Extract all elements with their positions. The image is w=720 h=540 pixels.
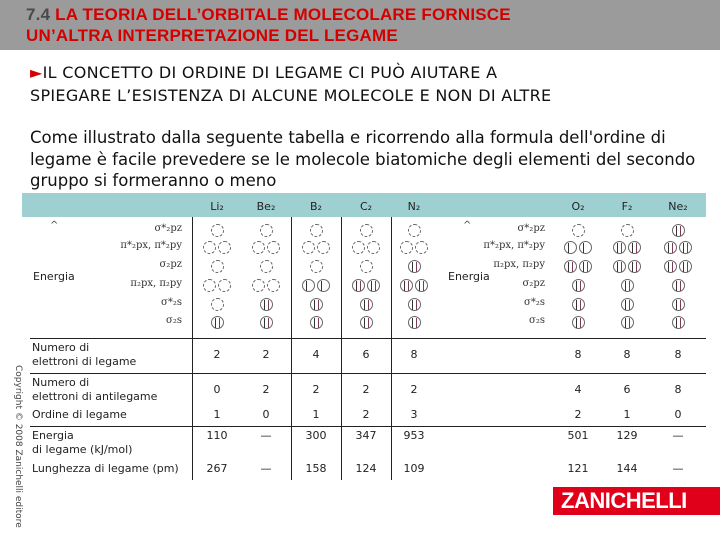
orbital-box [628,241,641,254]
cell-value: — [672,462,684,475]
orbital-box [400,279,413,292]
orbital-box [613,260,626,273]
energy-label: Energia [33,270,75,283]
spin-up-electron-icon [583,243,584,253]
spin-up-electron-icon [625,281,626,291]
subtitle-line-1 [30,63,497,82]
cell-value: 1 [213,408,221,421]
orbital-label: σ₂s [529,315,545,326]
column-divider [192,217,193,480]
spin-up-electron-icon [306,281,307,291]
orbital-box [572,298,585,311]
cell-value: 2 [362,408,370,421]
spin-up-electron-icon [371,281,372,291]
title-line-1 [26,5,511,25]
cell-value: 121 [567,462,589,475]
row-label: Numero di elettroni di antilegame [32,376,158,403]
section-number: 7.4 [26,5,51,24]
orbital-box [310,224,323,237]
row-label: Lunghezza di legame (pm) [32,462,179,475]
column-header: B₂ [310,200,322,213]
orbital-box [664,241,677,254]
spin-up-electron-icon [625,318,626,328]
orbital-box [267,279,280,292]
spin-down-electron-icon [629,318,630,328]
orbital-box [564,241,577,254]
orbital-box [415,279,428,292]
spin-down-electron-icon [416,318,417,328]
spin-down-electron-icon [268,318,269,328]
cell-value: 2 [262,383,270,396]
spin-up-electron-icon [583,262,584,272]
orbital-box [252,241,265,254]
orbital-box [310,298,323,311]
orbital-box [664,260,677,273]
spin-down-electron-icon [580,281,581,291]
orbital-label: π₂px, π₂py [493,259,545,270]
spin-down-electron-icon [368,318,369,328]
orbital-box [252,279,265,292]
spin-down-electron-icon [636,243,637,253]
spin-down-electron-icon [672,243,673,253]
cell-value: 953 [403,429,425,442]
row-divider [30,426,706,427]
spin-down-electron-icon [416,300,417,310]
orbital-box [621,316,634,329]
orbital-box [400,241,413,254]
spin-up-electron-icon [676,318,677,328]
spin-up-electron-icon [364,300,365,310]
spin-down-electron-icon [416,262,417,272]
orbital-box [260,224,273,237]
spin-up-electron-icon [412,318,413,328]
spin-up-electron-icon [568,262,569,272]
orbital-box [203,241,216,254]
subtitle-text-1: IL CONCETTO DI ORDINE DI LEGAME CI PUÒ AIUTARE A [42,63,498,82]
cell-value: 0 [262,408,270,421]
spin-down-electron-icon [318,300,319,310]
spin-down-electron-icon [368,300,369,310]
spin-down-electron-icon [408,281,409,291]
orbital-box [260,260,273,273]
spin-down-electron-icon [680,300,681,310]
spin-down-electron-icon [636,262,637,272]
spin-up-electron-icon [576,281,577,291]
orbital-box [302,279,315,292]
cell-value: 6 [623,383,631,396]
spin-up-electron-icon [321,281,322,291]
cell-value: 0 [213,383,221,396]
row-divider [30,373,706,374]
cell-value: 109 [403,462,425,475]
spin-down-electron-icon [580,318,581,328]
zanichelli-logo: ZANICHELLI [553,487,720,515]
orbital-box [203,279,216,292]
orbital-box [211,316,224,329]
column-header: F₂ [621,200,633,213]
orbital-label: σ*₂pz [517,223,545,234]
spin-up-electron-icon [364,318,365,328]
column-divider [341,217,342,480]
spin-down-electron-icon [672,262,673,272]
spin-down-electron-icon [318,318,319,328]
row-label: Energia di legame (kJ/mol) [32,429,133,456]
orbital-box [317,279,330,292]
spin-down-electron-icon [219,318,220,328]
orbital-box [415,241,428,254]
orbital-box [267,241,280,254]
orbital-box [572,224,585,237]
orbital-box [408,260,421,273]
spin-up-electron-icon [676,226,677,236]
orbital-label: σ₂pz [159,259,182,270]
orbital-box [408,298,421,311]
cell-value: 8 [623,348,631,361]
orbital-box [679,241,692,254]
energy-label: Energia [448,270,490,283]
body-text: Come illustrato dalla seguente tabella e ricorrendo alla formula dell'ordine di legame è facile prevedere se le molecole biatomiche degli elementi del secondo gruppo si formeranno o meno [30,128,696,190]
spin-down-electron-icon [572,262,573,272]
orbital-box [672,316,685,329]
cell-value: 3 [410,408,418,421]
cell-value: 2 [574,408,582,421]
column-header: Ne₂ [668,200,688,213]
cell-value: 6 [362,348,370,361]
spin-down-electron-icon [629,281,630,291]
spin-up-electron-icon [412,262,413,272]
spin-up-electron-icon [568,243,569,253]
row-divider [30,338,706,339]
spin-down-electron-icon [629,300,630,310]
column-divider [391,217,392,480]
cell-value: 8 [410,348,418,361]
orbital-box [628,260,641,273]
orbital-box [367,279,380,292]
cell-value: 0 [674,408,682,421]
orbital-label: σ*₂s [161,297,182,308]
spin-up-electron-icon [264,318,265,328]
spin-up-electron-icon [314,300,315,310]
spin-up-electron-icon [617,262,618,272]
title-line-2: UN’ALTRA INTERPRETAZIONE DEL LEGAME [26,26,398,45]
cell-value: 4 [312,348,320,361]
cell-value: 158 [305,462,327,475]
spin-down-electron-icon [580,300,581,310]
orbital-label: σ₂pz [522,278,545,289]
cell-value: 2 [362,383,370,396]
orbital-box [310,316,323,329]
cell-value: 2 [213,348,221,361]
cell-value: 2 [410,383,418,396]
spin-up-electron-icon [676,300,677,310]
orbital-box [672,279,685,292]
cell-value: 300 [305,429,327,442]
spin-up-electron-icon [356,281,357,291]
orbital-box [408,224,421,237]
cell-value: 4 [574,383,582,396]
spin-up-electron-icon [625,300,626,310]
orbital-box [367,241,380,254]
spin-up-electron-icon [632,243,633,253]
orbital-box [360,298,373,311]
spin-down-electron-icon [680,318,681,328]
orbital-box [408,316,421,329]
cell-value: 347 [355,429,377,442]
spin-up-electron-icon [215,318,216,328]
spin-down-electron-icon [360,281,361,291]
cell-value: 8 [674,383,682,396]
spin-up-electron-icon [683,243,684,253]
orbital-label: σ₂s [166,315,182,326]
cell-value: — [260,462,272,475]
column-divider [291,217,292,480]
spin-down-electron-icon [687,262,688,272]
orbital-box [218,241,231,254]
energy-arrow-icon: ^ [50,220,59,231]
orbital-box [302,241,315,254]
cell-value: 144 [616,462,638,475]
spin-up-electron-icon [668,243,669,253]
spin-down-electron-icon [268,300,269,310]
orbital-box [211,260,224,273]
orbital-box [572,279,585,292]
column-header: C₂ [359,200,373,213]
orbital-label: π₂px, π₂py [130,278,182,289]
spin-up-electron-icon [617,243,618,253]
spin-up-electron-icon [576,318,577,328]
title-text-1: LA TEORIA DELL’ORBITALE MOLECOLARE FORNISCE [55,5,511,24]
orbital-label: σ*₂pz [154,223,182,234]
spin-up-electron-icon [412,300,413,310]
spin-down-electron-icon [680,226,681,236]
orbital-box [564,260,577,273]
orbital-box [572,316,585,329]
orbital-box [260,298,273,311]
cell-value: — [672,429,684,442]
spin-down-electron-icon [375,281,376,291]
orbital-box [218,279,231,292]
orbital-box [211,298,224,311]
cell-value: 2 [312,383,320,396]
orbital-box [211,224,224,237]
copyright-text: Copyright © 2008 Zanichelli editore [13,365,23,528]
orbital-box [613,241,626,254]
spin-down-electron-icon [621,243,622,253]
spin-up-electron-icon [419,281,420,291]
cell-value: 110 [206,429,228,442]
orbital-box [360,260,373,273]
cell-value: 2 [262,348,270,361]
orbital-box [579,241,592,254]
orbital-box [260,316,273,329]
cell-value: 501 [567,429,589,442]
spin-up-electron-icon [404,281,405,291]
orbital-box [621,224,634,237]
cell-value: 1 [623,408,631,421]
cell-value: 267 [206,462,228,475]
spin-up-electron-icon [264,300,265,310]
orbital-box [352,279,365,292]
title-bar [0,0,720,50]
orbital-box [352,241,365,254]
spin-down-electron-icon [423,281,424,291]
spin-down-electron-icon [680,281,681,291]
column-header: N₂ [407,200,421,213]
cell-value: 8 [574,348,582,361]
orbital-box [672,298,685,311]
bullet-icon: ► [30,63,43,82]
spin-up-electron-icon [576,300,577,310]
orbital-box [679,260,692,273]
orbital-box [672,224,685,237]
subtitle-line-2: SPIEGARE L’ESISTENZA DI ALCUNE MOLECOLE E NON DI ALTRE [30,86,552,105]
column-header: Be₂ [256,200,276,213]
orbital-box [621,279,634,292]
orbital-label: σ*₂s [524,297,545,308]
spin-up-electron-icon [668,262,669,272]
orbital-box [579,260,592,273]
spin-up-electron-icon [683,262,684,272]
orbital-label: π*₂px, π*₂py [483,240,545,251]
cell-value: — [260,429,272,442]
orbital-box [317,241,330,254]
spin-down-electron-icon [687,243,688,253]
cell-value: 124 [355,462,377,475]
spin-down-electron-icon [587,262,588,272]
orbital-box [360,224,373,237]
cell-value: 129 [616,429,638,442]
spin-down-electron-icon [621,262,622,272]
spin-up-electron-icon [676,281,677,291]
column-header: O₂ [571,200,585,213]
orbital-label: π*₂px, π*₂py [120,240,182,251]
orbital-box [310,260,323,273]
spin-up-electron-icon [314,318,315,328]
orbital-box [360,316,373,329]
cell-value: 1 [312,408,320,421]
column-header: Li₂ [210,200,224,213]
row-label: Ordine di legame [32,408,127,421]
spin-up-electron-icon [632,262,633,272]
row-label: Numero di elettroni di legame [32,341,137,368]
cell-value: 8 [674,348,682,361]
energy-arrow-icon: ^ [463,220,472,231]
orbital-box [621,298,634,311]
